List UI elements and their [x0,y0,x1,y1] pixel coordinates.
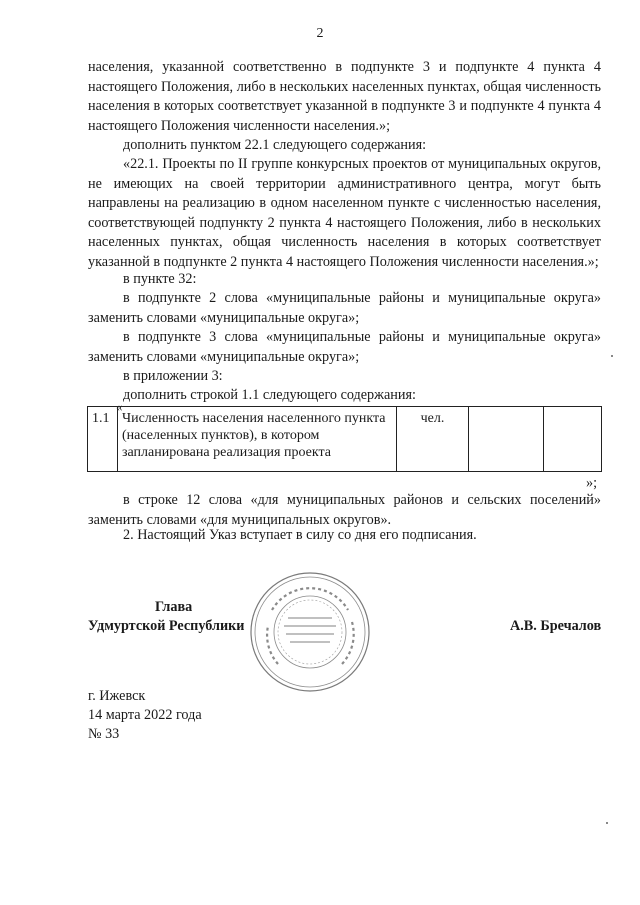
paragraph-add-22-1: дополнить пунктом 22.1 следующего содержания: [123,137,427,153]
row-number-cell: 1.1 [88,407,118,472]
empty-cell-4 [469,407,544,472]
page-number: 2 [316,26,324,41]
footer-date: 14 марта 2022 года [88,707,202,723]
appendix-table-row [87,406,602,472]
seal-stamp [248,570,372,694]
signature-title-line2: Удмуртской Республики [88,618,245,634]
paragraph-point-32: в пункте 32: [123,271,197,287]
table-row [88,407,602,472]
paragraph-appendix-3: в приложении 3: [123,368,223,384]
paragraph-add-row-1-1: дополнить строкой 1.1 следующего содержания: [123,387,416,403]
paragraph-continuation: населения, указанной соответственно в подпункте 3 и подпункте 4 пункта 4 настоящего Положения, либо в нескольких населенных пунктах, общая численность населения в которых соответствует указанной в подпункте 3 и подпункте 4 пункта 4 настоящего Положения численности населения.»; [88,59,601,134]
paragraph-row-12: в строке 12 слова «для муниципальных районов и сельских поселений» заменить словами «для муниципальных округов». [88,492,601,528]
footer-city: г. Ижевск [88,688,146,704]
scan-mark [606,822,608,824]
footer-number: № 33 [88,726,120,742]
open-quote: « [116,399,123,414]
close-quote: »; [586,475,598,491]
indicator-cell: Численность населения населенного пункта (населенных пунктов), в котором запланирована реализация проекта [118,407,397,472]
paragraph-effective-date: 2. Настоящий Указ вступает в силу со дня его подписания. [123,527,477,543]
empty-cell-5 [544,407,602,472]
paragraph-subpoint-2: в подпункте 2 слова «муниципальные районы и муниципальные округа» заменить словами «муниципальные округа»; [88,290,601,326]
scan-mark [611,355,613,357]
paragraph-22-1-text: «22.1. Проекты по II группе конкурсных проектов от муниципальных округов, не имеющих на своей территории административного центра, могут быть направлены на реализацию в одном населенном пункте с численностью населения, соответствующей подпункту 2 пункта 4 настоящего Положения, либо в нескольких населенных пунктах, общая численность населения в которых соответствует указанной в подпункте 2 пункта 4 настоящего Положения численности населения.»; [88,156,601,270]
signatory-name: А.В. Бречалов [510,618,602,634]
unit-cell: чел. [397,407,469,472]
signature-title-line1: Глава [155,599,193,615]
paragraph-subpoint-3: в подпункте 3 слова «муниципальные районы и муниципальные округа» заменить словами «муниципальные округа»; [88,329,601,365]
